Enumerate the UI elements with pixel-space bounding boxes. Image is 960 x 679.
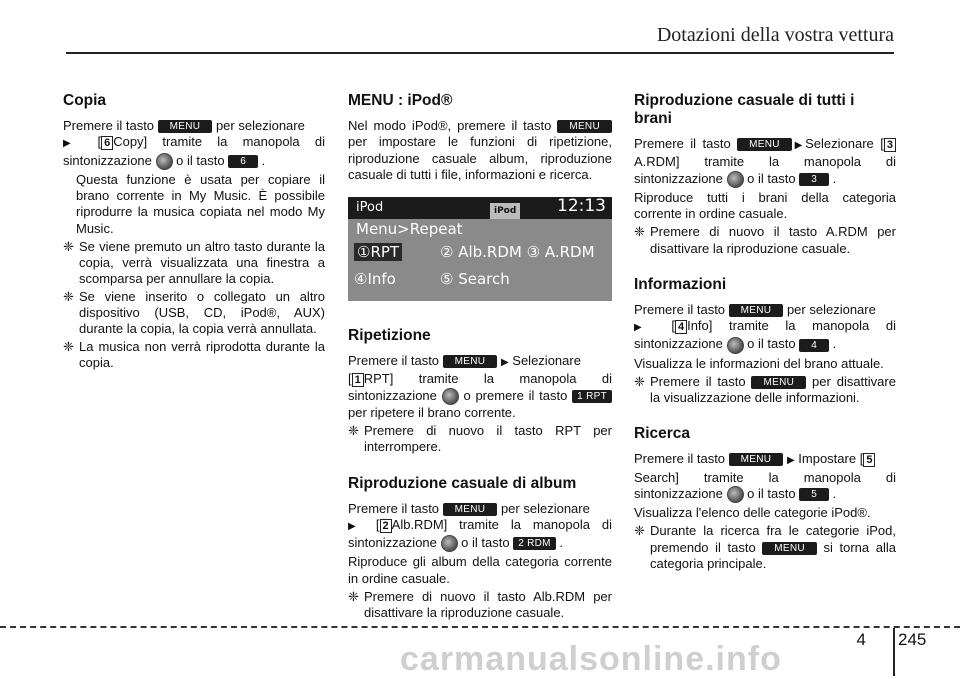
section-title-all-random: Riproduzione casuale di tutti i brani xyxy=(634,92,855,127)
tune-knob-icon xyxy=(727,337,744,354)
menu-key-icon: MENU xyxy=(557,120,612,133)
arrow-right-icon: ▶ xyxy=(348,521,364,533)
repeat-instructions: Premere il tasto MENU ▶ Selezionare [ 1 RPT] tramite la manopola di sintonizzazione o premere il tasto 1 RPT per ripetere il brano corrente. xyxy=(348,353,612,420)
tune-knob-icon xyxy=(441,535,458,552)
note-item: ❈ Premere di nuovo il tasto RPT per interrompere. xyxy=(348,423,612,455)
album-random-description: Riproduce gli album della categoria corrente in ordine casuale. xyxy=(348,554,612,586)
footer-rule xyxy=(0,626,960,628)
arrow-right-icon: ▶ xyxy=(500,357,509,369)
number-3-icon: 3 xyxy=(884,138,896,152)
number-5-icon: 5 xyxy=(863,453,875,467)
album-random-instructions: Premere il tasto MENU per selezionare ▶ [ 2 Alb.RDM] tramite la manopola di sintonizzazione o il tasto 2 RDM . xyxy=(348,501,612,553)
section-title-album-random: Riproduzione casuale di album xyxy=(348,474,577,492)
page-number-value: 245 xyxy=(898,630,927,649)
menu-key-icon: MENU xyxy=(443,503,498,516)
note-item: ❈ Se viene premuto un altro tasto durante la copia, verrà visualizzata una finestra a scomparsa per annullare la copia. xyxy=(63,238,325,287)
page-header-title: Dotazioni della vostra vettura xyxy=(656,24,894,46)
tune-knob-icon xyxy=(156,153,173,170)
tune-knob-icon xyxy=(727,486,744,503)
screen-item-info: ④Info xyxy=(354,270,396,289)
number-4-icon: 4 xyxy=(675,320,687,334)
tune-knob-icon xyxy=(727,171,744,188)
copy-instructions: Premere il tasto MENU per selezionare ▶ [ 6 Copy] tramite la manopola di sintonizzazione o il tasto 6 . xyxy=(63,118,325,170)
menu-key-icon: MENU xyxy=(158,120,213,133)
key-6-icon: 6 xyxy=(228,155,258,168)
screen-clock: 12:13 xyxy=(557,197,606,217)
ipod-display-screen xyxy=(348,197,612,301)
menu-key-icon: MENU xyxy=(751,376,806,389)
note-item: ❈ Premere il tasto MENU per disattivare la visualizzazione delle informazioni. xyxy=(634,373,896,406)
column-copy xyxy=(63,92,325,372)
column-ipod-menu xyxy=(348,92,612,623)
all-random-instructions: Premere il tasto MENU ▶Selezionare [ 3A.RDM] tramite la manopola di sintonizzazione o il tasto 3 . xyxy=(634,136,896,188)
chapter-number: 4 xyxy=(856,630,866,649)
section-title-ipod: MENU : iPod® xyxy=(348,92,453,109)
search-description: Visualizza l'elenco delle categorie iPod®. xyxy=(634,505,871,521)
number-2-icon: 2 xyxy=(380,519,392,533)
key-2-rdm-icon: 2 RDM xyxy=(513,537,556,550)
section-title-repeat: Ripetizione xyxy=(348,327,431,345)
header-rule xyxy=(66,52,894,54)
note-item: ❈ Durante la ricerca fra le categorie iPod, premendo il tasto MENU si torna alla categoria principale. xyxy=(634,523,896,571)
key-3-icon: 3 xyxy=(799,173,829,186)
arrow-right-icon: ▶ xyxy=(786,455,795,467)
tune-knob-icon xyxy=(442,388,459,405)
menu-key-icon: MENU xyxy=(443,355,498,368)
screen-item-rdm: ② Alb.RDM ③ A.RDM xyxy=(440,243,595,262)
key-4-icon: 4 xyxy=(799,339,829,352)
copy-description: Questa funzione è usata per copiare il brano corrente in My Music. È possibile riprodurre la musica copiata nel modo My Music. xyxy=(76,171,325,236)
menu-key-icon: MENU xyxy=(737,138,792,151)
section-title-info: Informazioni xyxy=(634,275,727,293)
screen-item-rpt: ①RPT xyxy=(354,243,402,261)
note-item: ❈ La musica non verrà riprodotta durante la copia. xyxy=(63,338,325,370)
section-title-search: Ricerca xyxy=(634,425,691,443)
menu-key-icon: MENU xyxy=(729,453,784,466)
info-description: Visualizza le informazioni del brano attuale. xyxy=(634,355,884,371)
arrow-right-icon: ▶ xyxy=(63,138,83,150)
section-title-copy: Copia xyxy=(63,92,107,109)
key-5-icon: 5 xyxy=(799,488,829,501)
screen-menu-title: Menu>Repeat xyxy=(356,220,463,239)
screen-item-search: ⑤ Search xyxy=(440,270,510,289)
page-number-divider xyxy=(893,628,895,676)
note-item: ❈ Se viene inserito o collegato un altro dispositivo (USB, CD, iPod®, AUX) durante la copia, la copia verrà annullata. xyxy=(63,288,325,337)
ipod-intro: Nel modo iPod®, premere il tasto MENU per impostare le funzioni di ripetizione, riproduzione casuale album, riproduzione casuale di tutti i file, informazioni e ricerca. xyxy=(348,118,612,182)
screen-source-label: iPod xyxy=(356,200,384,216)
search-instructions: Premere il tasto MENU ▶ Impostare [ 5 Search] tramite la manopola di sintonizzazione o il tasto 5 . xyxy=(634,451,896,503)
menu-key-icon: MENU xyxy=(762,542,817,555)
column-random-info-search xyxy=(634,92,896,573)
watermark: carmanualsonline.info xyxy=(400,640,782,678)
ipod-logo: iPod xyxy=(490,203,520,219)
note-item: ❈ Premere di nuovo il tasto A.RDM per disattivare la riproduzione casuale. xyxy=(634,224,896,256)
note-item: ❈ Premere di nuovo il tasto Alb.RDM per disattivare la riproduzione casuale. xyxy=(348,588,612,621)
number-6-icon: 6 xyxy=(101,136,113,150)
info-instructions: Premere il tasto MENU per selezionare ▶ [ 4 Info] tramite la manopola di sintonizzazione o il tasto 4 . xyxy=(634,302,896,354)
menu-key-icon: MENU xyxy=(729,304,784,317)
key-1-rpt-icon: 1 RPT xyxy=(572,390,612,403)
arrow-right-icon: ▶ xyxy=(634,322,655,334)
all-random-description: Riproduce tutti i brani della categoria corrente in ordine casuale. xyxy=(634,189,896,221)
number-1-icon: 1 xyxy=(352,373,364,387)
arrow-right-icon: ▶ xyxy=(791,140,806,151)
